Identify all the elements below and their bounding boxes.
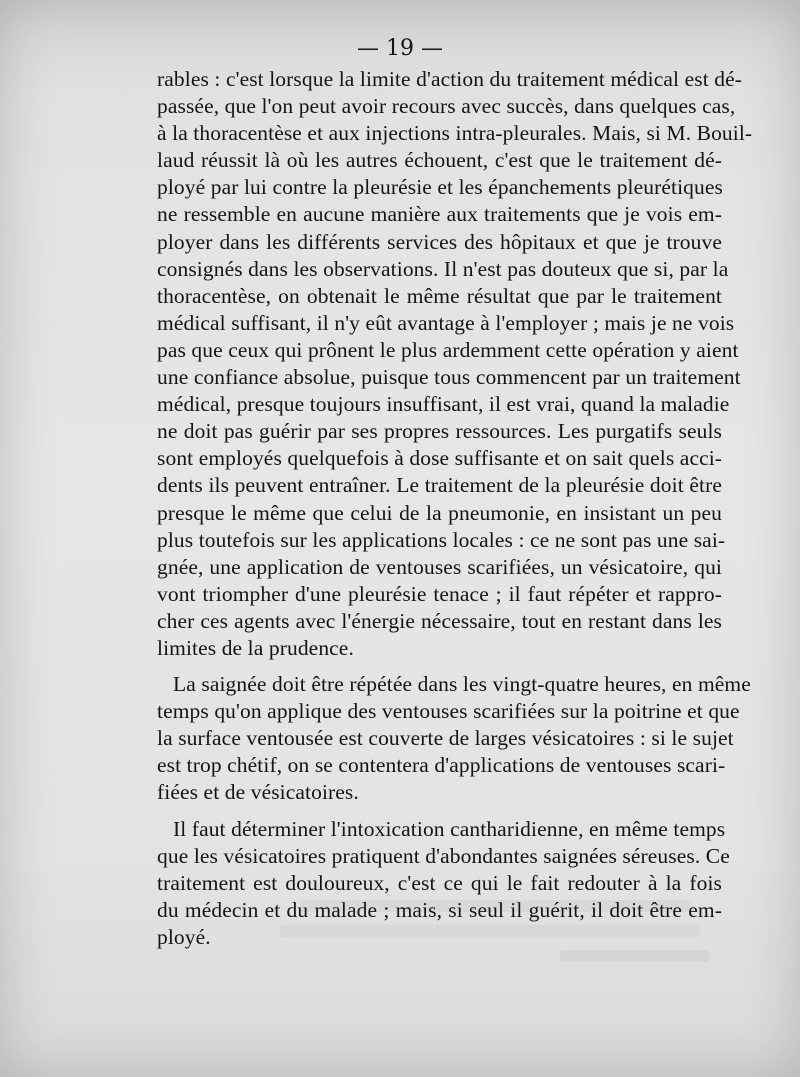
text-line: ployer dans les différents services des hôpitaux et que je trouve (157, 229, 722, 254)
text-line: dents ils peuvent entraîner. Le traitement de la pleurésie doit être (157, 473, 722, 498)
text-line: consignés dans les observations. Il n'est pas douteux que si, par la (157, 256, 729, 281)
text-line: Il faut déterminer l'intoxication cantharidienne, en même temps (173, 816, 726, 841)
text-line: du médecin et du malade ; mais, si seul il guérit, il doit être em- (157, 897, 722, 922)
text-line: que les vésicatoires pratiquent d'abondantes saignées séreuses. Ce (157, 843, 730, 868)
text-line: temps qu'on applique des ventouses scarifiées sur la poitrine et que (157, 699, 740, 724)
text-line: la surface ventousée est couverte de larges vésicatoires : si le sujet (157, 726, 734, 751)
text-line: rables : c'est lorsque la limite d'action du traitement médical est dé- (157, 67, 742, 91)
text-line: plus toutefois sur les applications locales : ce ne sont pas une sai- (157, 527, 726, 552)
text-line: ne ressemble en aucune manière aux traitements que je vois em- (157, 202, 722, 227)
text-line: laud réussit là où les autres échouent, c'est que le traitement dé- (157, 148, 722, 173)
text-line: limites de la prudence. (157, 635, 354, 660)
text-line: sont employés quelquefois à dose suffisante et on sait quels acci- (157, 446, 723, 471)
text-line: passée, que l'on peut avoir recours avec succès, dans quelques cas, (157, 94, 736, 119)
paragraph-1 (157, 66, 753, 662)
text-line: traitement est douloureux, c'est ce qui le fait redouter à la fois (157, 870, 722, 895)
body-text (157, 66, 753, 951)
text-line: ne doit pas guérir par ses propres ressources. Les purgatifs seuls (157, 419, 722, 444)
paragraph-2 (157, 671, 751, 806)
text-line: médical, presque toujours insuffisant, il est vrai, quand la maladie (157, 392, 730, 417)
text-line: médical suffisant, il n'y eût avantage à l'employer ; mais je ne vois (157, 310, 735, 335)
show-through-mark (560, 950, 710, 962)
text-line: à la thoracentèse et aux injections intra-pleurales. Mais, si M. Bouil- (157, 121, 753, 146)
text-line: thoracentèse, on obtenait le même résultat que par le traitement (157, 283, 722, 308)
text-line: fiées et de vésicatoires. (157, 780, 359, 805)
text-line: ployé par lui contre la pleurésie et les épanchements pleurétiques (157, 175, 723, 200)
text-line: vont triompher d'une pleurésie tenace ; il faut répéter et rappro- (157, 581, 722, 606)
text-line: une confiance absolue, puisque tous commencent par un traitement (157, 365, 741, 390)
text-line: cher ces agents avec l'énergie nécessaire, tout en restant dans les (157, 608, 722, 633)
paragraph-3 (157, 816, 730, 951)
text-line: est trop chétif, on se contentera d'applications de ventouses scari- (157, 753, 726, 778)
text-line: pas que ceux qui prônent le plus ardemment cette opération y aient (157, 337, 739, 362)
text-line: ployé. (157, 924, 211, 949)
text-line: gnée, une application de ventouses scarifiées, un vésicatoire, qui (157, 554, 722, 579)
text-line: La saignée doit être répétée dans les vingt-quatre heures, en même (173, 672, 751, 697)
text-line: presque le même que celui de la pneumonie, en insistant un peu (157, 500, 722, 525)
page-number: — 19 — (357, 36, 443, 61)
